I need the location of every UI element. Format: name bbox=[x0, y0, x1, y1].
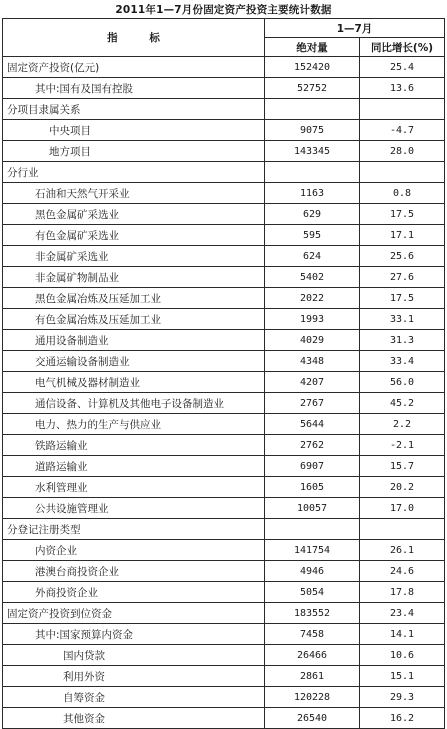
table-row bbox=[3, 540, 445, 561]
row-growth-value: 26.1 bbox=[360, 540, 445, 561]
row-label: 分登记注册类型 bbox=[3, 519, 265, 540]
table-row bbox=[3, 414, 445, 435]
row-label: 外商投资企业 bbox=[3, 582, 265, 603]
table-row bbox=[3, 498, 445, 519]
table-row bbox=[3, 351, 445, 372]
row-label: 内资企业 bbox=[3, 540, 265, 561]
table-row bbox=[3, 666, 445, 687]
row-label: 非金属矿采选业 bbox=[3, 246, 265, 267]
row-absolute-value: 9075 bbox=[265, 120, 360, 141]
row-growth-value: 20.2 bbox=[360, 477, 445, 498]
document-title: 2011年1—7月份固定资产投资主要统计数据 bbox=[115, 4, 332, 16]
row-label: 分行业 bbox=[3, 162, 265, 183]
row-absolute-value: 120228 bbox=[265, 687, 360, 708]
row-label: 其他资金 bbox=[3, 708, 265, 729]
table-row bbox=[3, 687, 445, 708]
table-row bbox=[3, 57, 445, 78]
row-growth-value: 56.0 bbox=[360, 372, 445, 393]
row-absolute-value: 2022 bbox=[265, 288, 360, 309]
row-label: 利用外资 bbox=[3, 666, 265, 687]
row-absolute-value: 5644 bbox=[265, 414, 360, 435]
row-growth-value bbox=[360, 162, 445, 183]
table-row bbox=[3, 519, 445, 540]
header-indicator: 指 标 bbox=[3, 19, 265, 57]
row-growth-value: 24.6 bbox=[360, 561, 445, 582]
row-label: 公共设施管理业 bbox=[3, 498, 265, 519]
table-row bbox=[3, 477, 445, 498]
row-label: 通用设备制造业 bbox=[3, 330, 265, 351]
table-row bbox=[3, 435, 445, 456]
row-absolute-value: 2861 bbox=[265, 666, 360, 687]
row-growth-value: 16.2 bbox=[360, 708, 445, 729]
row-absolute-value: 6907 bbox=[265, 456, 360, 477]
row-growth-value: 0.8 bbox=[360, 183, 445, 204]
row-growth-value: 14.1 bbox=[360, 624, 445, 645]
row-absolute-value: 26540 bbox=[265, 708, 360, 729]
row-absolute-value: 4348 bbox=[265, 351, 360, 372]
row-growth-value: 29.3 bbox=[360, 687, 445, 708]
row-absolute-value: 1993 bbox=[265, 309, 360, 330]
table-row bbox=[3, 120, 445, 141]
row-growth-value: 10.6 bbox=[360, 645, 445, 666]
row-absolute-value bbox=[265, 162, 360, 183]
row-absolute-value: 1605 bbox=[265, 477, 360, 498]
row-absolute-value: 629 bbox=[265, 204, 360, 225]
table-row bbox=[3, 456, 445, 477]
row-label: 国内贷款 bbox=[3, 645, 265, 666]
header-absolute: 绝对量 bbox=[265, 38, 360, 57]
row-label: 其中:国家预算内资金 bbox=[3, 624, 265, 645]
row-growth-value: -2.1 bbox=[360, 435, 445, 456]
row-absolute-value: 4207 bbox=[265, 372, 360, 393]
header-row-1 bbox=[3, 19, 445, 38]
row-growth-value: 25.4 bbox=[360, 57, 445, 78]
row-label: 自筹资金 bbox=[3, 687, 265, 708]
row-absolute-value: 1163 bbox=[265, 183, 360, 204]
table-row bbox=[3, 183, 445, 204]
row-absolute-value: 2767 bbox=[265, 393, 360, 414]
row-growth-value: 17.8 bbox=[360, 582, 445, 603]
row-growth-value: 45.2 bbox=[360, 393, 445, 414]
row-absolute-value: 141754 bbox=[265, 540, 360, 561]
row-label: 有色金属矿采选业 bbox=[3, 225, 265, 246]
row-absolute-value bbox=[265, 519, 360, 540]
row-growth-value: 33.1 bbox=[360, 309, 445, 330]
row-absolute-value: 5402 bbox=[265, 267, 360, 288]
table-row bbox=[3, 225, 445, 246]
table-row bbox=[3, 561, 445, 582]
row-label: 电气机械及器材制造业 bbox=[3, 372, 265, 393]
table-row bbox=[3, 309, 445, 330]
row-label: 铁路运输业 bbox=[3, 435, 265, 456]
row-label: 有色金属冶炼及压延加工业 bbox=[3, 309, 265, 330]
table-row bbox=[3, 645, 445, 666]
table-row bbox=[3, 393, 445, 414]
row-growth-value: 25.6 bbox=[360, 246, 445, 267]
row-growth-value: 23.4 bbox=[360, 603, 445, 624]
row-growth-value: -4.7 bbox=[360, 120, 445, 141]
row-absolute-value: 143345 bbox=[265, 141, 360, 162]
row-label: 分项目隶属关系 bbox=[3, 99, 265, 120]
row-label: 通信设备、计算机及其他电子设备制造业 bbox=[3, 393, 265, 414]
table-row bbox=[3, 708, 445, 729]
row-label: 道路运输业 bbox=[3, 456, 265, 477]
row-growth-value: 13.6 bbox=[360, 78, 445, 99]
row-absolute-value bbox=[265, 99, 360, 120]
row-label: 地方项目 bbox=[3, 141, 265, 162]
row-label: 电力、热力的生产与供应业 bbox=[3, 414, 265, 435]
table-row bbox=[3, 603, 445, 624]
row-label: 石油和天然气开采业 bbox=[3, 183, 265, 204]
row-growth-value: 15.1 bbox=[360, 666, 445, 687]
row-label: 固定资产投资(亿元) bbox=[3, 57, 265, 78]
row-growth-value: 17.5 bbox=[360, 204, 445, 225]
table-row bbox=[3, 141, 445, 162]
row-growth-value: 17.1 bbox=[360, 225, 445, 246]
row-growth-value: 27.6 bbox=[360, 267, 445, 288]
table-row bbox=[3, 372, 445, 393]
row-absolute-value: 2762 bbox=[265, 435, 360, 456]
statistics-table bbox=[2, 18, 445, 729]
row-absolute-value: 183552 bbox=[265, 603, 360, 624]
header-growth: 同比增长(%) bbox=[360, 38, 445, 57]
row-absolute-value: 4029 bbox=[265, 330, 360, 351]
row-absolute-value: 10057 bbox=[265, 498, 360, 519]
table-row bbox=[3, 624, 445, 645]
table-body bbox=[3, 57, 445, 729]
table-row bbox=[3, 99, 445, 120]
row-absolute-value: 152420 bbox=[265, 57, 360, 78]
row-growth-value: 15.7 bbox=[360, 456, 445, 477]
row-absolute-value: 26466 bbox=[265, 645, 360, 666]
row-label: 黑色金属冶炼及压延加工业 bbox=[3, 288, 265, 309]
row-label: 黑色金属矿采选业 bbox=[3, 204, 265, 225]
table-row bbox=[3, 78, 445, 99]
row-label: 固定资产投资到位资金 bbox=[3, 603, 265, 624]
table-row bbox=[3, 267, 445, 288]
row-label: 水利管理业 bbox=[3, 477, 265, 498]
row-label: 非金属矿物制品业 bbox=[3, 267, 265, 288]
row-growth-value: 33.4 bbox=[360, 351, 445, 372]
row-growth-value: 17.5 bbox=[360, 288, 445, 309]
header-period: 1—7月 bbox=[265, 19, 445, 38]
row-absolute-value: 7458 bbox=[265, 624, 360, 645]
row-growth-value bbox=[360, 99, 445, 120]
row-growth-value: 28.0 bbox=[360, 141, 445, 162]
row-absolute-value: 52752 bbox=[265, 78, 360, 99]
table-row bbox=[3, 162, 445, 183]
table-row bbox=[3, 330, 445, 351]
table-row bbox=[3, 582, 445, 603]
row-absolute-value: 624 bbox=[265, 246, 360, 267]
row-label: 其中:国有及国有控股 bbox=[3, 78, 265, 99]
row-absolute-value: 5054 bbox=[265, 582, 360, 603]
table-row bbox=[3, 288, 445, 309]
row-growth-value: 17.0 bbox=[360, 498, 445, 519]
row-growth-value: 31.3 bbox=[360, 330, 445, 351]
row-label: 交通运输设备制造业 bbox=[3, 351, 265, 372]
row-growth-value: 2.2 bbox=[360, 414, 445, 435]
table-row bbox=[3, 204, 445, 225]
row-growth-value bbox=[360, 519, 445, 540]
row-label: 港澳台商投资企业 bbox=[3, 561, 265, 582]
row-absolute-value: 595 bbox=[265, 225, 360, 246]
row-absolute-value: 4946 bbox=[265, 561, 360, 582]
row-label: 中央项目 bbox=[3, 120, 265, 141]
table-row bbox=[3, 246, 445, 267]
